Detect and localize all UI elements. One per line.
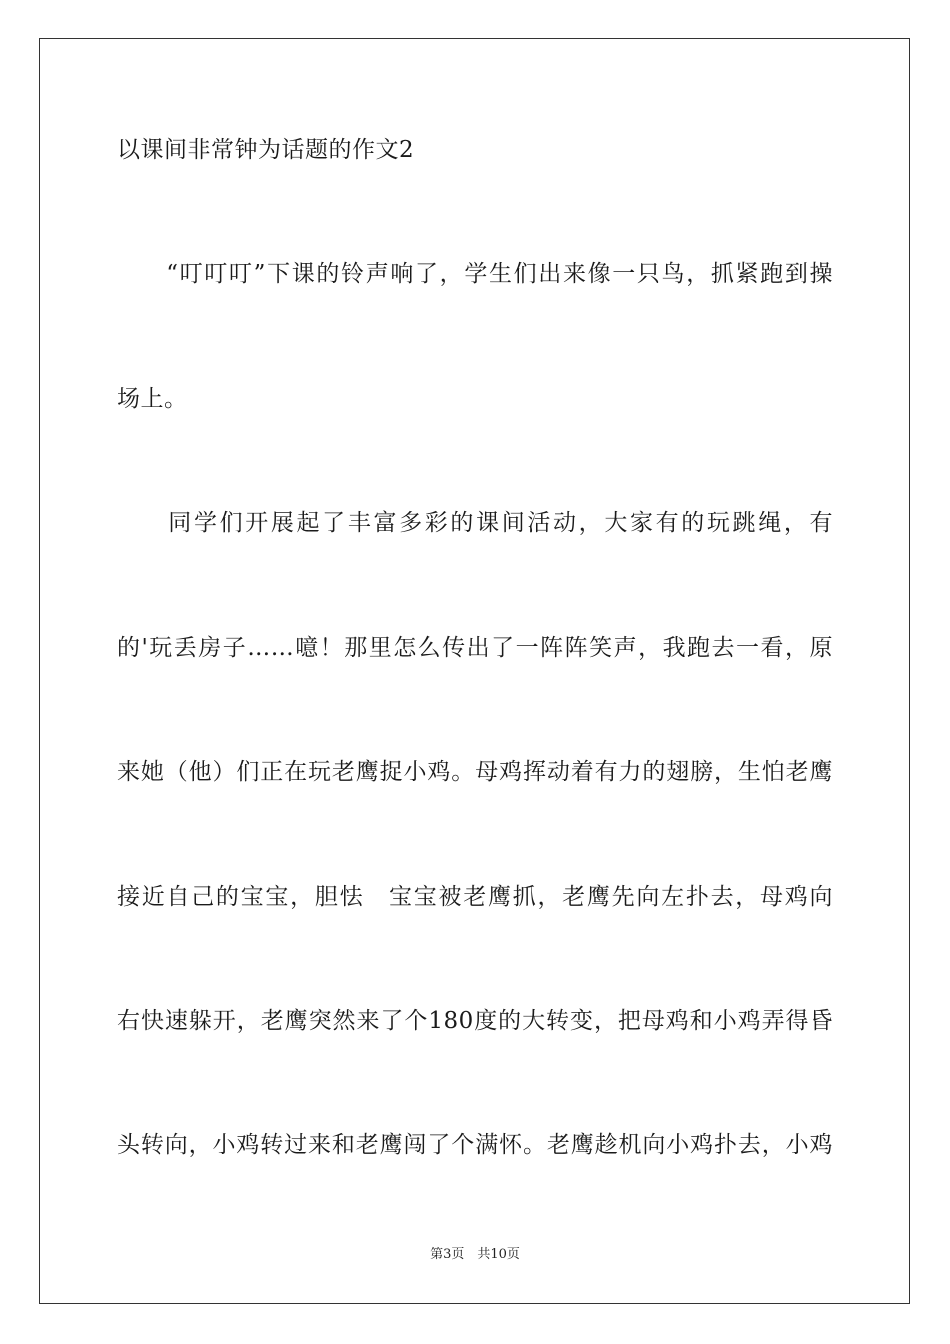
document-title: 以课间非常钟为话题的作文2 bbox=[117, 137, 415, 163]
paragraph-line: 场上。 bbox=[117, 386, 188, 412]
paragraph-line: “叮叮叮”下课的铃声响了，学生们出来像一只鸟，抓紧跑到操 bbox=[117, 261, 833, 287]
paragraph-line: 来她（他）们正在玩老鹰捉小鸡。母鸡挥动着有力的翅膀，生怕老鹰 bbox=[117, 759, 833, 785]
paragraph-line: 右快速躲开，老鹰突然来了个180度的大转变，把母鸡和小鸡弄得昏 bbox=[117, 1008, 833, 1034]
paragraph-line: 的'玩丢房子……噫！那里怎么传出了一阵阵笑声，我跑去一看，原 bbox=[117, 635, 833, 661]
page-number-footer: 第3页 共10页 bbox=[430, 1247, 520, 1262]
page-border bbox=[39, 38, 910, 1304]
paragraph-line: 同学们开展起了丰富多彩的课间活动，大家有的玩跳绳，有 bbox=[117, 510, 833, 536]
paragraph-line: 头转向，小鸡转过来和老鹰闯了个满怀。老鹰趁机向小鸡扑去，小鸡 bbox=[117, 1132, 833, 1158]
paragraph-line: 接近自己的宝宝，胆怯 宝宝被老鹰抓，老鹰先向左扑去，母鸡向 bbox=[117, 884, 833, 910]
